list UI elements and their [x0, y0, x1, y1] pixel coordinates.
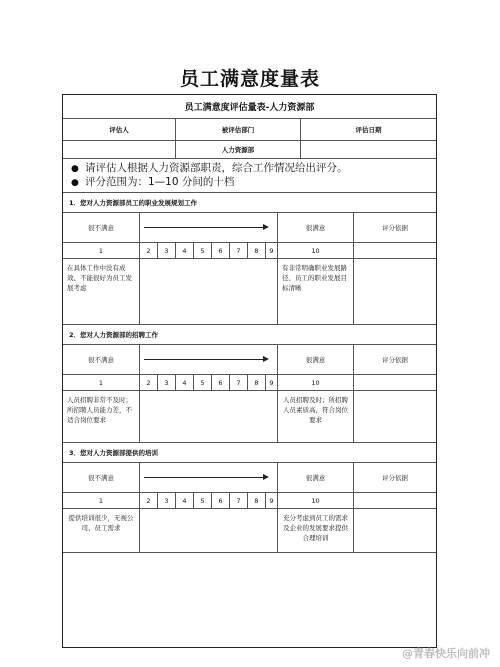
high-label: 很满意 [277, 345, 353, 374]
date-value[interactable] [300, 141, 436, 158]
basis-value[interactable] [353, 375, 436, 390]
evaluation-sheet [62, 94, 437, 648]
instructions [63, 162, 436, 190]
bullet-icon: ● [71, 178, 79, 188]
instructions-row [63, 159, 436, 193]
info-row [63, 119, 436, 141]
anchor-row [63, 259, 436, 325]
question-title-row [63, 193, 436, 213]
basis-notes[interactable] [353, 259, 436, 324]
question-title: 3．您对人力资源部提供的培训 [69, 449, 159, 457]
score-option[interactable]: 5 [193, 243, 211, 258]
low-label: 很不满意 [88, 474, 114, 482]
basis-label: 评分依据 [353, 463, 436, 492]
basis-value[interactable] [353, 493, 436, 508]
score-option[interactable]: 3 [157, 375, 175, 390]
arrow-right-icon [263, 224, 269, 230]
instruction-line-1: ● 请评估人根据人力资源部职责，综合工作情况给出评分。 [71, 162, 348, 174]
score-option[interactable]: 8 [247, 243, 265, 258]
anchor-blank [139, 259, 277, 324]
question-title: 2．您对人力资源部的招聘工作 [69, 331, 159, 339]
score-option[interactable]: 1 [98, 246, 104, 255]
date-label: 评估日期 [300, 119, 436, 140]
basis-label: 评分依据 [353, 345, 436, 374]
high-anchor-text: 人员招聘及时；所招聘人员素质高，符合岗位要求 [277, 391, 353, 442]
score-option[interactable]: 7 [229, 493, 247, 508]
score-option[interactable]: 2 [139, 243, 157, 258]
anchor-row [63, 509, 436, 553]
evaluated-dept-label: 被评估部门 [175, 119, 300, 140]
scale-row [63, 345, 436, 375]
score-option[interactable]: 4 [175, 493, 193, 508]
arrow-right-icon [263, 474, 269, 480]
basis-notes[interactable] [353, 509, 436, 552]
score-option[interactable]: 1 [98, 496, 104, 505]
scale-arrow-cell [139, 345, 277, 374]
score-option[interactable]: 6 [211, 243, 229, 258]
dept-name: 人力资源部 [175, 141, 300, 158]
basis-value[interactable] [353, 243, 436, 258]
score-option[interactable]: 10 [277, 243, 353, 258]
score-option[interactable]: 3 [157, 493, 175, 508]
watermark: @青春快乐向前冲 [402, 647, 490, 660]
question-title: 1．您对人力资源部员工的职业发展规划工作 [69, 199, 198, 207]
arrow-right-icon [263, 356, 269, 362]
score-option[interactable]: 7 [229, 243, 247, 258]
anchor-blank [139, 509, 277, 552]
score-option[interactable]: 9 [265, 493, 277, 508]
basis-label: 评分依据 [353, 213, 436, 242]
bullet-icon: ● [71, 164, 79, 174]
score-numbers-row [63, 493, 436, 509]
score-option[interactable]: 10 [277, 493, 353, 508]
low-label: 很不满意 [88, 224, 114, 232]
high-anchor-text: 有非常明确职业发展路径、员工的职业发展目标清晰 [277, 259, 353, 324]
question-title-row [63, 325, 436, 345]
instruction-line-2: ● 评分范围为：1—10 分间的十档 [71, 176, 235, 188]
score-numbers-row [63, 243, 436, 259]
score-option[interactable]: 6 [211, 375, 229, 390]
dept-row [63, 141, 436, 159]
score-option[interactable]: 8 [247, 493, 265, 508]
scale-arrow-cell [139, 463, 277, 492]
question-title-row [63, 443, 436, 463]
high-anchor-text: 充分考虑到员工的需求及企业的发展要求提供合理培训 [277, 509, 353, 552]
score-option[interactable]: 1 [98, 378, 104, 387]
score-option[interactable]: 9 [265, 375, 277, 390]
scale-row [63, 463, 436, 493]
low-anchor-text: 人员招聘非常不及时；所招聘人员能力差，不适合岗位要求 [67, 396, 132, 424]
low-anchor-text: 在具体工作中没有成效、不能很好为员工发展考虑 [67, 264, 132, 292]
evaluator-label: 评估人 [109, 126, 129, 134]
score-option[interactable]: 7 [229, 375, 247, 390]
score-option[interactable]: 4 [175, 243, 193, 258]
score-option[interactable]: 2 [139, 375, 157, 390]
score-option[interactable]: 9 [265, 243, 277, 258]
score-option[interactable]: 5 [193, 375, 211, 390]
scale-arrow-cell [139, 213, 277, 242]
score-option[interactable]: 3 [157, 243, 175, 258]
scale-arrow-line [144, 477, 264, 478]
evaluator-value[interactable] [63, 141, 175, 158]
scale-arrow-line [144, 227, 264, 228]
high-label: 很满意 [277, 463, 353, 492]
score-option[interactable]: 6 [211, 493, 229, 508]
low-label: 很不满意 [88, 356, 114, 364]
page-title: 员工满意度量表 [179, 68, 320, 90]
score-option[interactable]: 5 [193, 493, 211, 508]
basis-notes[interactable] [353, 391, 436, 442]
low-anchor-text: 提供培训很少，无视公司、员工需求 [68, 514, 134, 532]
anchor-row [63, 391, 436, 443]
high-label: 很满意 [277, 213, 353, 242]
sheet-title: 员工满意度评估量表-人力资源部 [184, 103, 315, 113]
score-option[interactable]: 10 [277, 375, 353, 390]
score-option[interactable]: 8 [247, 375, 265, 390]
sheet-header-row [63, 95, 436, 119]
anchor-blank [139, 391, 277, 442]
score-numbers-row [63, 375, 436, 391]
scale-arrow-line [144, 359, 264, 360]
score-option[interactable]: 4 [175, 375, 193, 390]
scale-row [63, 213, 436, 243]
score-option[interactable]: 2 [139, 493, 157, 508]
